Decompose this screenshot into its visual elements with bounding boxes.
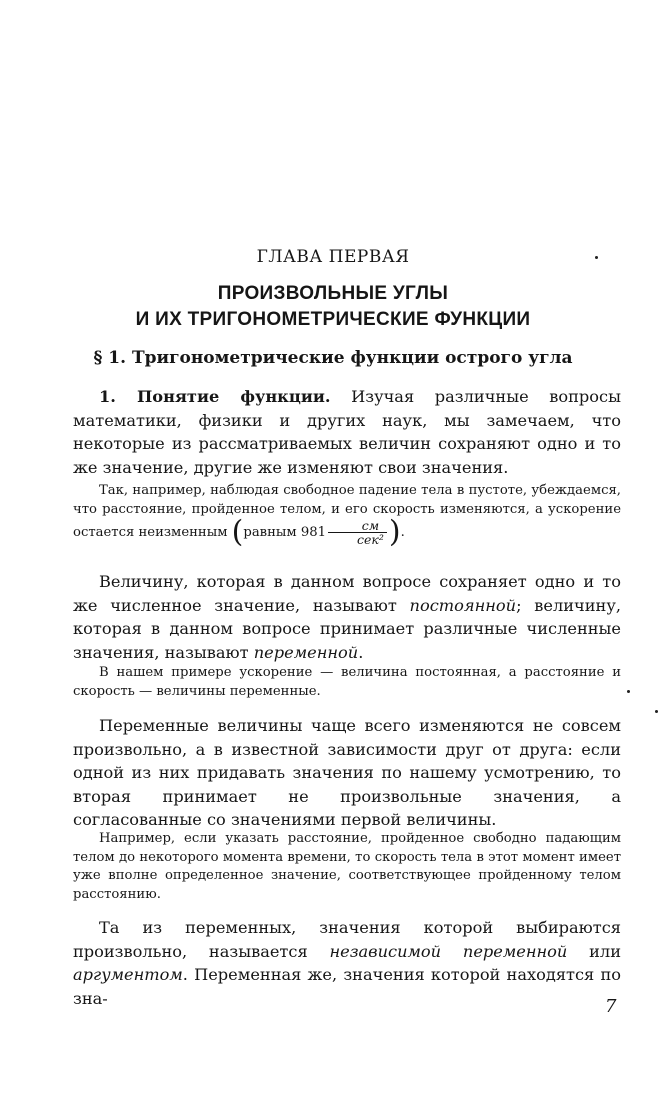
acceleration-value: равным 981 [243, 525, 327, 540]
chapter-heading: ГЛАВА ПЕРВАЯ [256, 247, 410, 267]
fraction-numerator: см [328, 519, 387, 533]
term-argument: аргументом [73, 965, 183, 984]
print-speck [595, 256, 598, 259]
close-parenthesis: ) [388, 514, 401, 550]
paragraph-function-concept [73, 385, 621, 479]
example-text: Так, например, наблюдая свободное падение тела в пустоте, убеждаемся, что расстояние, пройденное телом, и его скорость изменяются, а ускорение остается неизменным [73, 483, 621, 540]
paragraph-dependence: Переменные величины чаще всего изменяются не совсем произвольно, а в известной зависимости друг от друга: если одной из них придавать значения по нашему усмотрению, то вторая принимает не произвольные значения, а согласованные со значениями первой величины. [73, 716, 621, 829]
example-acceleration: В нашем примере ускорение — величина постоянная, а расстояние и скорость — величины переменные. [73, 665, 621, 699]
chapter-title-line-1: ПРОИЗВОЛЬНЫЕ УГЛЫ [217, 283, 449, 304]
text-run: или [567, 941, 621, 961]
text-run: . [358, 642, 364, 662]
term-constant: постоянной [409, 595, 517, 615]
example-free-fall [73, 482, 621, 550]
term-variable: переменной [253, 642, 359, 662]
example-distance-speed: Например, если указать расстояние, пройденное свободно падающим телом до некоторого момента времени, то скорость тела в этот момент имеет уже вполне определенное значение, соответствующее пройденному телом расстоянию. [73, 831, 621, 902]
unit-fraction [328, 519, 387, 546]
print-speck [627, 690, 630, 693]
paragraph-argument [73, 916, 621, 1010]
paragraph-text: Изучая различные вопросы математики, физики и других наук, мы замечаем, что некоторые из рассматриваемых величин сохраняют одно и то же значение, другие же изменяют свои значения. [73, 387, 621, 477]
fraction-denominator: сек² [357, 532, 384, 547]
paragraph-lead: 1. Понятие функции. [99, 387, 331, 406]
chapter-title-line-2: И ИХ ТРИГОНОМЕТРИЧЕСКИЕ ФУНКЦИИ [135, 309, 531, 330]
paragraph-constant-variable [73, 570, 621, 664]
print-speck [655, 710, 658, 713]
text-run: Та из переменных, значения которой выбираются произвольно, называется [73, 918, 621, 961]
text-run: Величину, которая в данном вопросе сохраняет одно и то же численное значение, называют [73, 572, 621, 615]
section-heading: § 1. Тригонометрические функции острого угла [93, 348, 573, 368]
page-number: 7 [605, 996, 617, 1017]
text-run: . Переменная же, значения которой находятся по зна- [73, 965, 621, 1008]
open-parenthesis: ( [231, 514, 244, 550]
sentence-end: . [400, 525, 405, 540]
term-independent-variable: независимой переменной [329, 941, 568, 961]
text-run: ; величину, которая в данном вопросе принимает различные численные значения, называют [73, 595, 621, 662]
